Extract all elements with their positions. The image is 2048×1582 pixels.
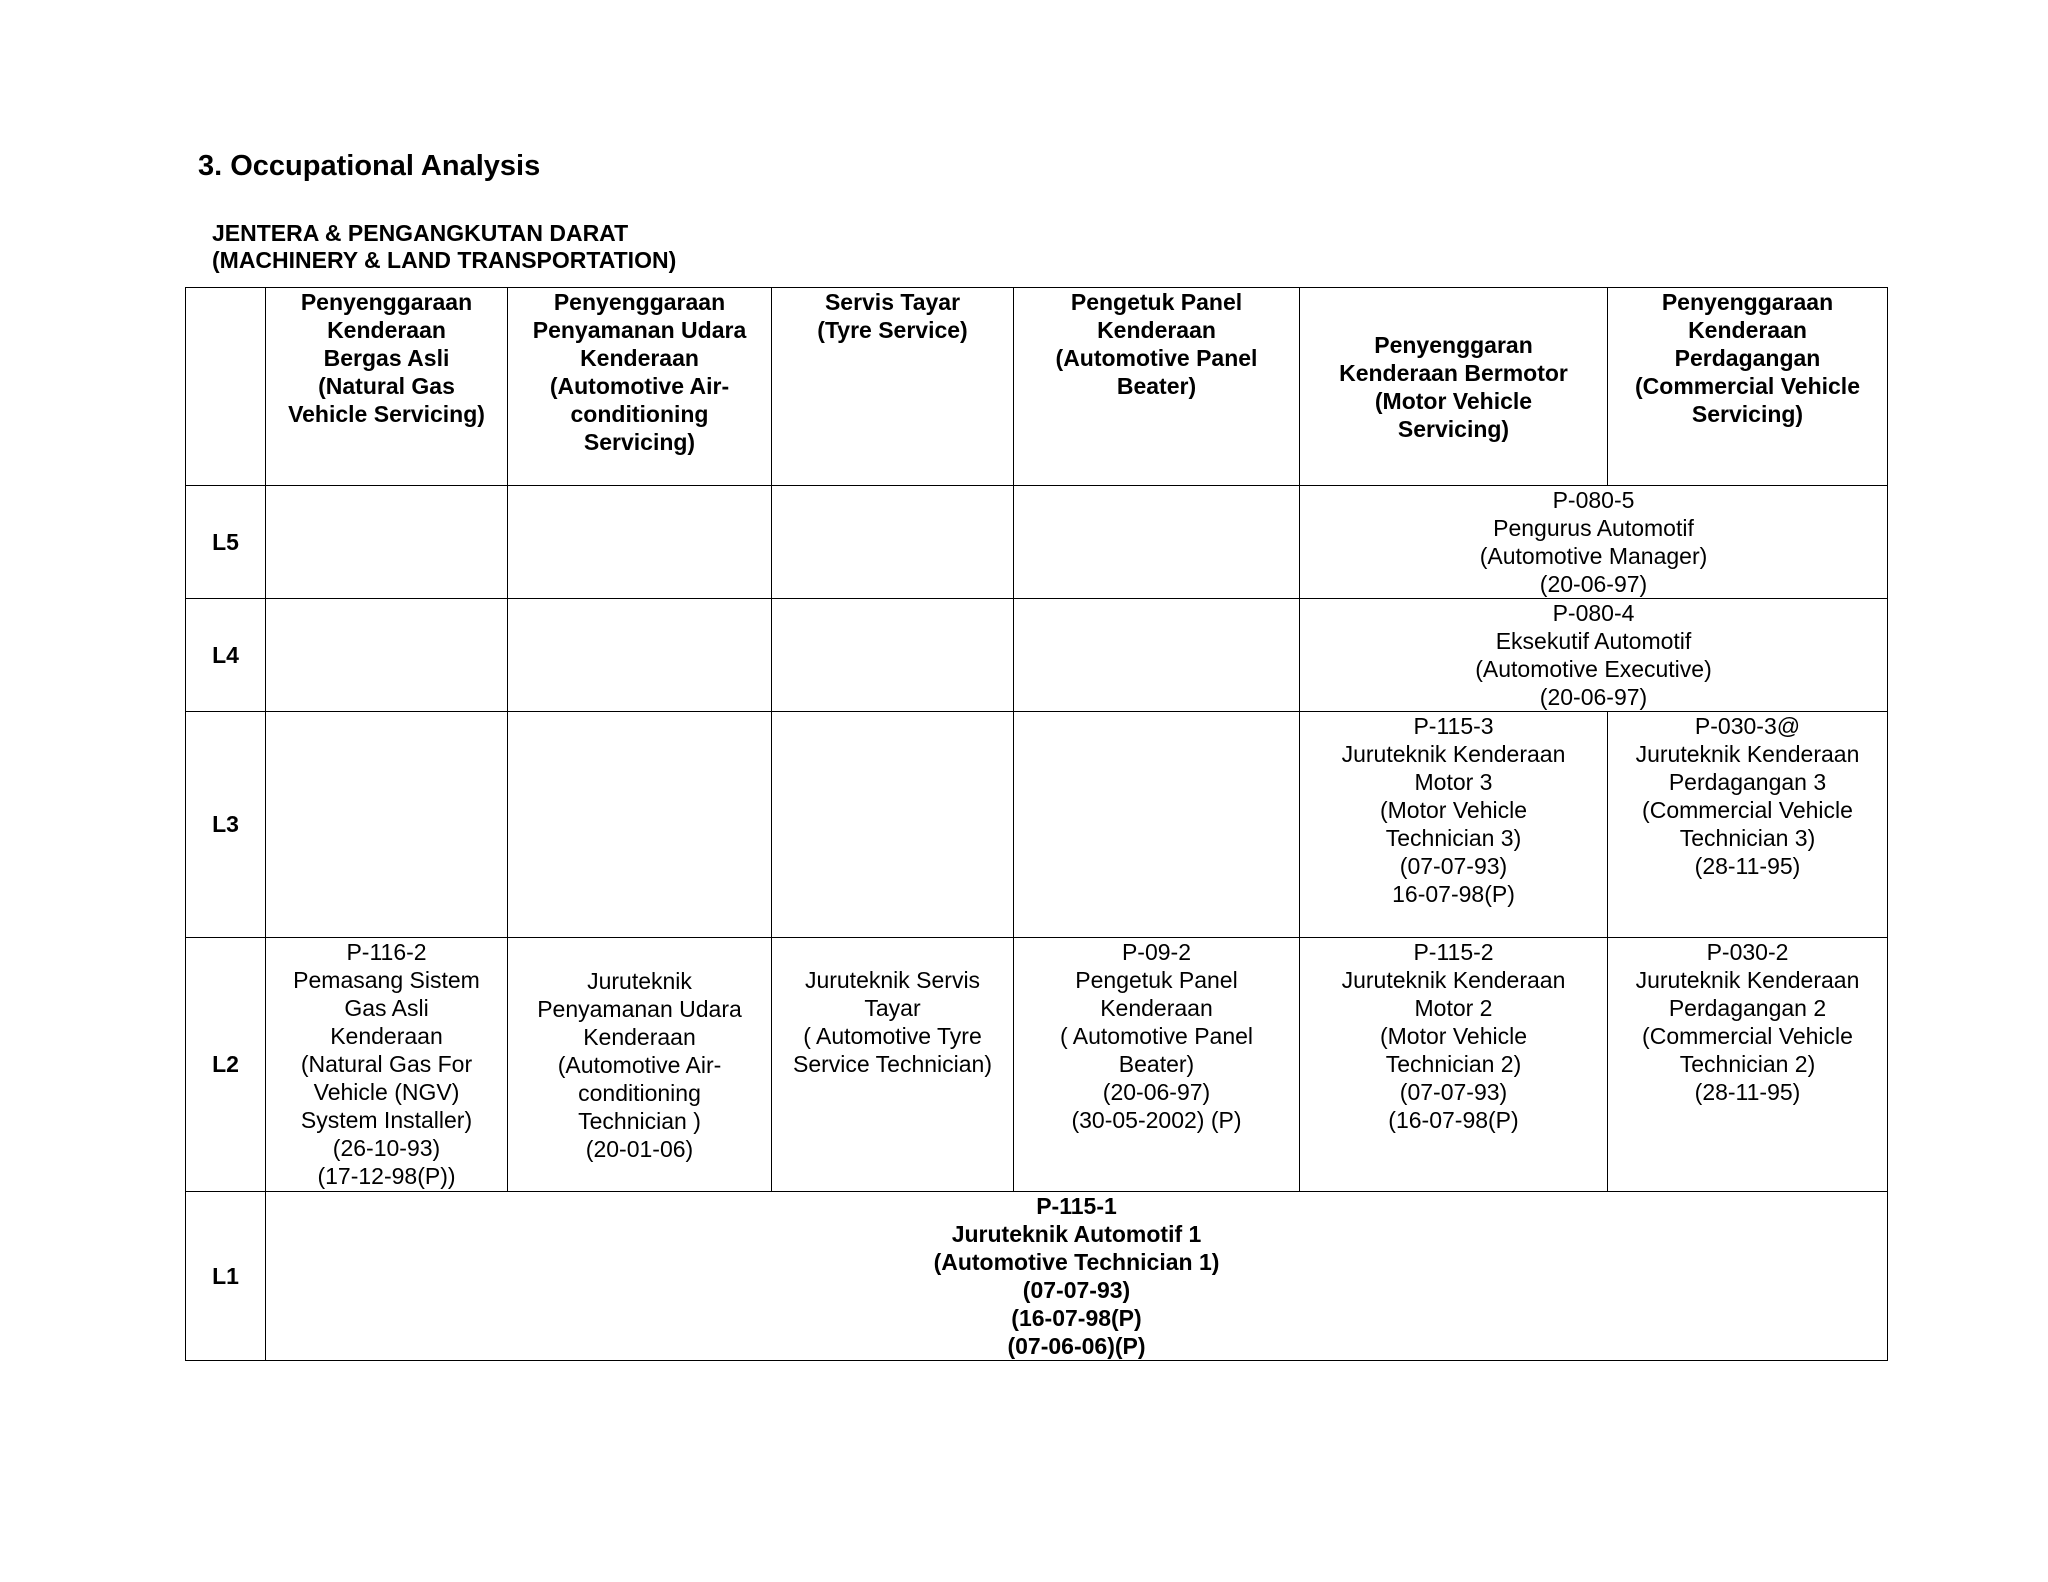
empty-cell: [772, 599, 1014, 712]
empty-cell: [1014, 599, 1300, 712]
level-row-l3: [186, 712, 1888, 938]
l2-commercial-vehicle-technician-cell: P-030-2 Juruteknik Kenderaan Perdagangan 2 (Commercial Vehicle Technician 2) (28-11-95): [1608, 938, 1888, 1192]
l2-tyre-technician-cell: Juruteknik Servis Tayar ( Automotive Tyre Service Technician): [772, 938, 1014, 1192]
level-label: L5: [186, 486, 266, 599]
l2-aircond-technician-cell: Juruteknik Penyamanan Udara Kenderaan (Automotive Air- conditioning Technician ) (20-01-06): [508, 938, 772, 1192]
l3-commercial-vehicle-technician-cell: P-030-3@ Juruteknik Kenderaan Perdagangan 3 (Commercial Vehicle Technician 3) (28-11-95): [1608, 712, 1888, 938]
col-header-tyre-service: Servis Tayar (Tyre Service): [772, 288, 1014, 486]
l1-automotive-technician-cell: P-115-1 Juruteknik Automotif 1 (Automotive Technician 1) (07-07-93) (16-07-98(P) (07-06-06)(P): [266, 1192, 1888, 1361]
level-label: L1: [186, 1192, 266, 1361]
l3-motor-vehicle-technician-cell: P-115-3 Juruteknik Kenderaan Motor 3 (Motor Vehicle Technician 3) (07-07-93) 16-07-98(P): [1300, 712, 1608, 938]
empty-cell: [266, 712, 508, 938]
level-row-l1: [186, 1192, 1888, 1361]
level-row-l4: [186, 599, 1888, 712]
empty-cell: [266, 486, 508, 599]
level-label: L4: [186, 599, 266, 712]
l2-motor-vehicle-technician-cell: P-115-2 Juruteknik Kenderaan Motor 2 (Motor Vehicle Technician 2) (07-07-93) (16-07-98(P): [1300, 938, 1608, 1192]
level-row-l5: [186, 486, 1888, 599]
empty-cell: [1014, 486, 1300, 599]
occupational-analysis-table: [185, 287, 1888, 1361]
level-label: L3: [186, 712, 266, 938]
empty-cell: [508, 486, 772, 599]
empty-cell: [508, 712, 772, 938]
l2-ngv-installer-cell: P-116-2 Pemasang Sistem Gas Asli Kenderaan (Natural Gas For Vehicle (NGV) System Installer) (26-10-93) (17-12-98(P)): [266, 938, 508, 1192]
empty-cell: [772, 486, 1014, 599]
header-row: [186, 288, 1888, 486]
level-row-l2: [186, 938, 1888, 1192]
empty-cell: [266, 599, 508, 712]
corner-cell: [186, 288, 266, 486]
page-title: 3. Occupational Analysis: [198, 150, 541, 182]
l5-automotive-manager-cell: P-080-5 Pengurus Automotif (Automotive Manager) (20-06-97): [1300, 486, 1888, 599]
l4-automotive-executive-cell: P-080-4 Eksekutif Automotif (Automotive Executive) (20-06-97): [1300, 599, 1888, 712]
empty-cell: [508, 599, 772, 712]
empty-cell: [1014, 712, 1300, 938]
l2-panel-beater-cell: P-09-2 Pengetuk Panel Kenderaan ( Automotive Panel Beater) (20-06-97) (30-05-2002) (P): [1014, 938, 1300, 1192]
col-header-commercial-vehicle-servicing: Penyenggaraan Kenderaan Perdagangan (Commercial Vehicle Servicing): [1608, 288, 1888, 486]
section-subtitle-malay: JENTERA & PENGANGKUTAN DARAT: [212, 220, 629, 246]
col-header-ngv-servicing: Penyenggaraan Kenderaan Bergas Asli (Natural Gas Vehicle Servicing): [266, 288, 508, 486]
level-label: L2: [186, 938, 266, 1192]
section-subtitle-english: (MACHINERY & LAND TRANSPORTATION): [212, 247, 677, 273]
empty-cell: [772, 712, 1014, 938]
col-header-aircond-servicing: Penyenggaraan Penyamanan Udara Kenderaan (Automotive Air- conditioning Servicing): [508, 288, 772, 486]
col-header-motor-vehicle-servicing: Penyenggaran Kenderaan Bermotor (Motor Vehicle Servicing): [1300, 288, 1608, 486]
col-header-panel-beater: Pengetuk Panel Kenderaan (Automotive Panel Beater): [1014, 288, 1300, 486]
